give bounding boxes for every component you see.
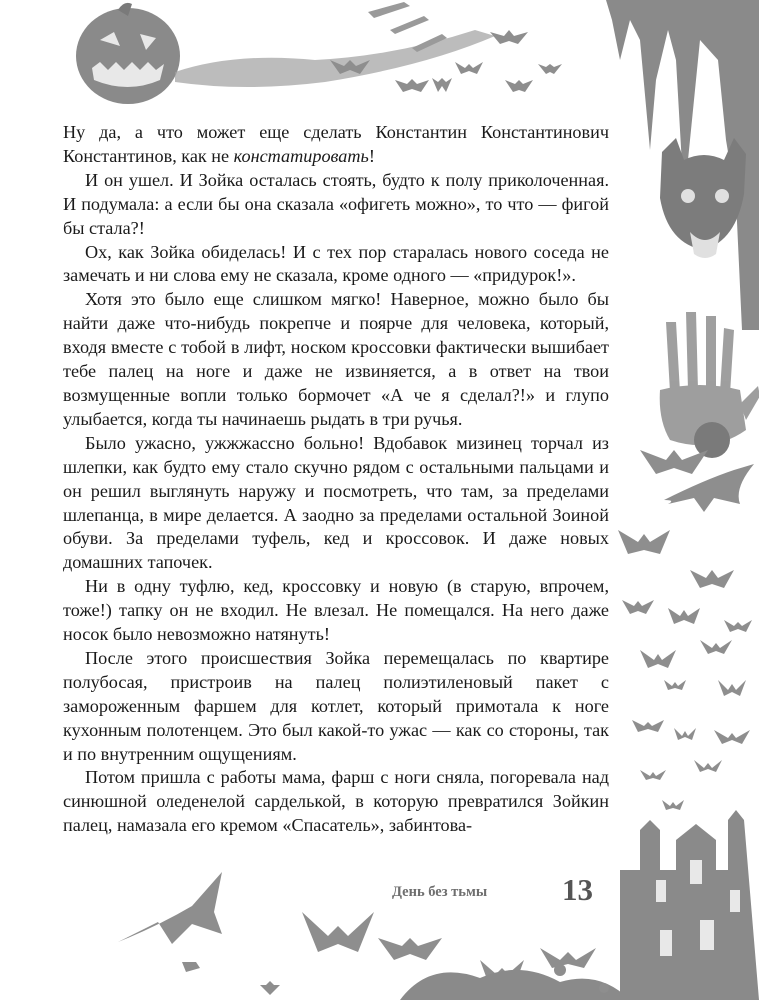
cat-icon xyxy=(660,138,746,258)
emphasis-word: констатировать xyxy=(233,145,369,166)
paragraph-3: Ох, как Зойка обиделась! И с тех пор старалась нового соседа не замечать и ни слова ему не сказала, кроме одного — «придурок!». xyxy=(63,241,609,286)
paragraph-4: Хотя это было еще слишком мягко! Наверное, можно было бы найти даже что-нибудь покрепче и поярче для человека, который, входя вместе с тобой в лифт, носком кроссовки фактически вышибает тебе палец на ноге и даже не извиняется, а в ответ на твои возмущенные вопли только бормочет «А че я сделал?!» и глупо улыбается, когда ты начинаешь рыдать в три ручья. xyxy=(63,289,609,429)
page-number: 13 xyxy=(562,872,593,907)
castle-icon xyxy=(620,810,759,1000)
paragraph-5: Было ужасно, ужжжассно больно! Вдобавок мизинец торчал из шлепки, как будто ему стало скучно рядом с остальными пальцами и он решил выглянуть наружу и посмотреть, что там, за пределами шлепанца, в мире делается. А заодно за пределами остальной Зоиной обуви. За пределами туфель, кед и кроссовок. И даже новых домашних тапочек. xyxy=(63,432,609,573)
paragraph-6: Ни в одну туфлю, кед, кроссовку и новую (в старую, впрочем, тоже!) тапку он не входил. Не влезал. Не помещался. На него даже носок было невозможно натянуть! xyxy=(63,576,609,645)
paragraph-1: Ну да, а что может еще сделать Константин Константинович Константинов, как не констатировать! xyxy=(63,122,609,166)
paragraph-2: И он ушел. И Зойка осталась стоять, будто к полу приколоченная. И подумала: а если бы она сказала «офигеть можно», то что — фигой бы стала?! xyxy=(63,169,609,238)
running-title: День без тьмы xyxy=(392,884,488,900)
paragraph-8: Потом пришла с работы мама, фарш с ноги сняла, погоревала над синюшной оледенелой сарделькой, в которую превратился Зойкин палец, намазала его кремом «Спасатель», забинтова- xyxy=(63,767,609,836)
pumpkin-icon xyxy=(76,3,180,104)
paragraph-7: После этого происшествия Зойка перемещалась по квартире полубосая, пристроив на палец полиэтиленовый пакет с замороженным фаршем для котлет, который примотала к ноге кухонным полотенцем. Это был какой-то ужас — как со стороны, так и по внутренним ощущениям. xyxy=(63,647,609,764)
story-text xyxy=(63,121,609,838)
